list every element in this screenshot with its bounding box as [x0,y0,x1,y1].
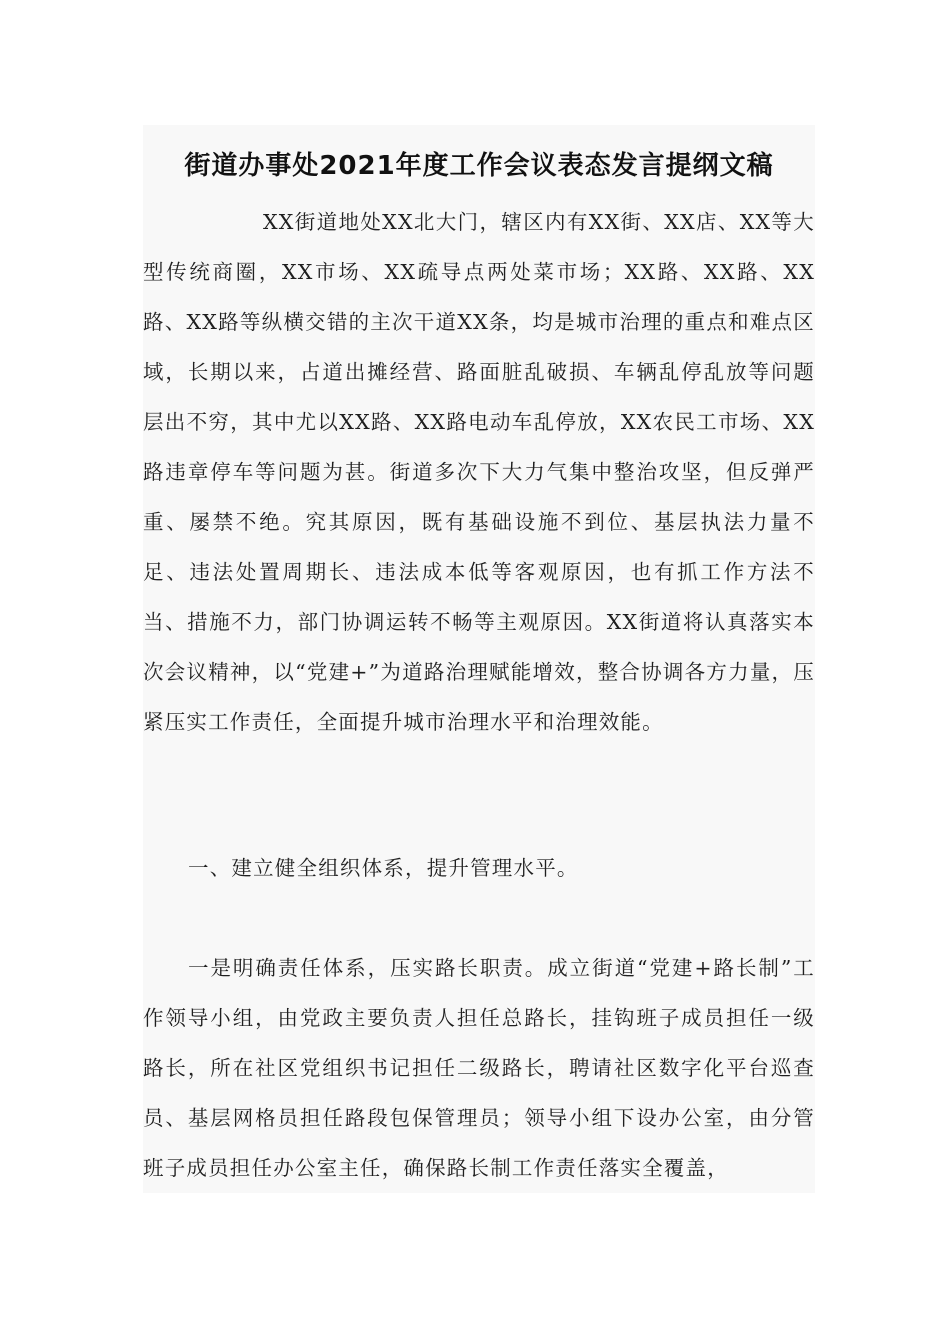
body-paragraph: 一是明确责任体系，压实路长职责。成立街道“党建+路长制”工作领导小组，由党政主要负责人担任总路长，挂钩班子成员担任一级路长，所在社区党组织书记担任二级路长，聘请社区数字化平台巡查员、基层网格员担任路段包保管理员；领导小组下设办公室，由分管班子成员担任办公室主任，确保路长制工作责任落实全覆盖， [143,956,815,1180]
document-title: 街道办事处2021年度工作会议表态发言提纲文稿 [184,151,774,181]
intro-paragraph: XX街道地处XX北大门，辖区内有XX街、XX店、XX等大型传统商圈，XX市场、XX疏导点两处菜市场；XX路、XX路、XX路、XX路等纵横交错的主次干道XX条，均是城市治理的重点和难点区域，长期以来，占道出摊经营、路面脏乱破损、车辆乱停乱放等问题层出不穷，其中尤以XX路、XX路电动车乱停放，XX农民工市场、XX路违章停车等问题为甚。街道多次下大力气集中整治攻坚，但反弹严重、屡禁不绝。究其原因，既有基础设施不到位、基层执法力量不足、违法处置周期长、违法成本低等客观原因，也有抓工作方法不当、措施不力，部门协调运转不畅等主观原因。XX街道将认真落实本次会议精神，以“党建+”为道路治理赋能增效，整合协调各方力量，压紧压实工作责任，全面提升城市治理水平和治理效能。 [143,210,815,734]
section-heading: 一、建立健全组织体系，提升管理水平。 [188,856,579,880]
document-text-area [143,125,815,1193]
